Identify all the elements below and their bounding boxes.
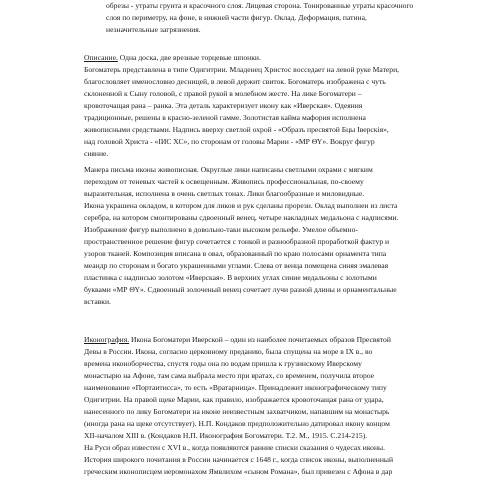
- text-line: Девы в России. Икона, согласно церковному преданию, была спущена на море в IX в., во: [84, 347, 373, 356]
- text-line: На Руси образ известен с XVI в., когда появляются ранние списки сказания о чудесах иконы.: [84, 443, 386, 452]
- text-line: Манера письма иконы живописная. Округлые лики написаны светлыми охрами с мягким: [84, 165, 373, 174]
- text-line: пластинка с надписью золотом «Иверская». В верхних углах синие медальоны с золотыми: [84, 273, 377, 282]
- text-line: Икона украшена окладом, в котором для ликов и рук сделаны прорези. Оклад выполнен из листа: [84, 201, 398, 210]
- condition-paragraph: [84, 0, 464, 36]
- text-line: (иногда рана на щеке отсутствует). Н.П. Кондаков предположительно датировал икону концом: [84, 419, 390, 428]
- text-line: монастырю на Афоне, там сама выбрала место при вратах, со временем, получила второе: [84, 371, 375, 380]
- description-first-line: [84, 52, 464, 64]
- text-line: благословляет именословно десницей, в левой держит свиток. Богоматерь изображена с чуть: [84, 77, 386, 86]
- text-line: обрезы - утраты грунта и красочного слоя. Лицевая сторона. Тонированные утраты красочного: [106, 1, 414, 10]
- text-line: вставки.: [84, 297, 111, 306]
- description-heading: Описание.: [84, 53, 118, 62]
- text-line: над головой Христа - «IИС ХС», по сторонам от головы Марии - «МР ΘΥ». Вокруг фигур: [84, 137, 375, 146]
- text-line: наименование «Портаитисса», то есть «Вратарница». Принадлежит иконографическому типу: [84, 383, 387, 392]
- text-line: История широкого почитания в России начинается с 1648 г., когда список иконы, выполненный: [84, 455, 394, 464]
- text-line: сияние.: [84, 149, 109, 158]
- text-line: традиционные, решены в красно-зеленой гамме. Золотистая кайма мафория исполнена: [84, 113, 366, 122]
- text-line: времена иконоборчества, спустя годы она по водам пришла к грузинскому Иверскому: [84, 359, 362, 368]
- text-line: Одигитрии. На правой щеке Марии, как правило, изображается кровоточащая рана от удара,: [84, 395, 384, 404]
- text-line: Икона Богоматери Иверской – один из наиболее почитаемых образов Пресвятой: [129, 335, 391, 344]
- text-line: узоров тканей. Композиция вписана в овал, образованный по краю полосами орнамента типа: [84, 249, 387, 258]
- text-line: кровоточащая рана – ранка. Эта деталь характеризует икону как «Иверская». Одеяния: [84, 101, 363, 110]
- text-line: незначительные загрязнения.: [106, 25, 201, 34]
- text-line: греческим иконописцем иеромонахом Ямвлихом «сыном Романа», был привезен с Афона в дар: [84, 467, 393, 476]
- text-line: живописными средствами. Надпись вверху светлой охрой - «Образъ пресвятой Бцы Iверскiя»,: [84, 125, 389, 134]
- text-line: Богоматерь представлена в типе Одигитрии. Младенец Христос восседает на левой руке Матери,: [84, 65, 400, 74]
- iconography-paragraph: [84, 334, 464, 478]
- text-line: выразительная, исполнена в очень светлых тонах. Лики благообразные и миловидные.: [84, 189, 365, 198]
- text-line: буквами «МР ΘΥ». Сдвоенный золоченый венец сочетает лучи разной длины и орнаментальные: [84, 285, 397, 294]
- description-paragraph: [84, 52, 464, 160]
- text-line: пространственное решение фигур сочетается с тонкой и разнообразной проработкой фактур и: [84, 237, 390, 246]
- iconography-first-line: [84, 334, 464, 346]
- text-line: переходом от теневых частей к освещенным. Живопись профессиональная, по-своему: [84, 177, 364, 186]
- text-line: меандр по сторонам и богато украшенными углами. Слева от венца помещена синяя эмалевая: [84, 261, 389, 270]
- text-line: склоненной к Сыну головой, с правой рукой в молебном жесте. На лике Богоматери –: [84, 89, 362, 98]
- text-line: слоя по периметру, на фоне, в нижней части фигур. Оклад. Деформация, патина,: [106, 13, 367, 22]
- text-line: нанесенного по лику Богоматери на иконе неизвестным захватчиком, напавшим на монастырь: [84, 407, 390, 416]
- manner-paragraph: [84, 164, 464, 308]
- text-line: серебра, на котором смонтированы сдвоенный венец, четыре накладных медальона с надписями.: [84, 213, 399, 222]
- text-line: Изображение фигур выполнено в довольно-таки высоком рельефе. Умелое объемно-: [84, 225, 358, 234]
- iconography-heading: Иконография.: [84, 335, 130, 344]
- text-line: XII-началом XIII в. (Кондаков Н.П. Иконография Богоматери. Т.2. М., 1915. С.214-215).: [84, 431, 368, 440]
- text-line: Одна доска, две врезные торцевые шпонки.: [117, 53, 261, 62]
